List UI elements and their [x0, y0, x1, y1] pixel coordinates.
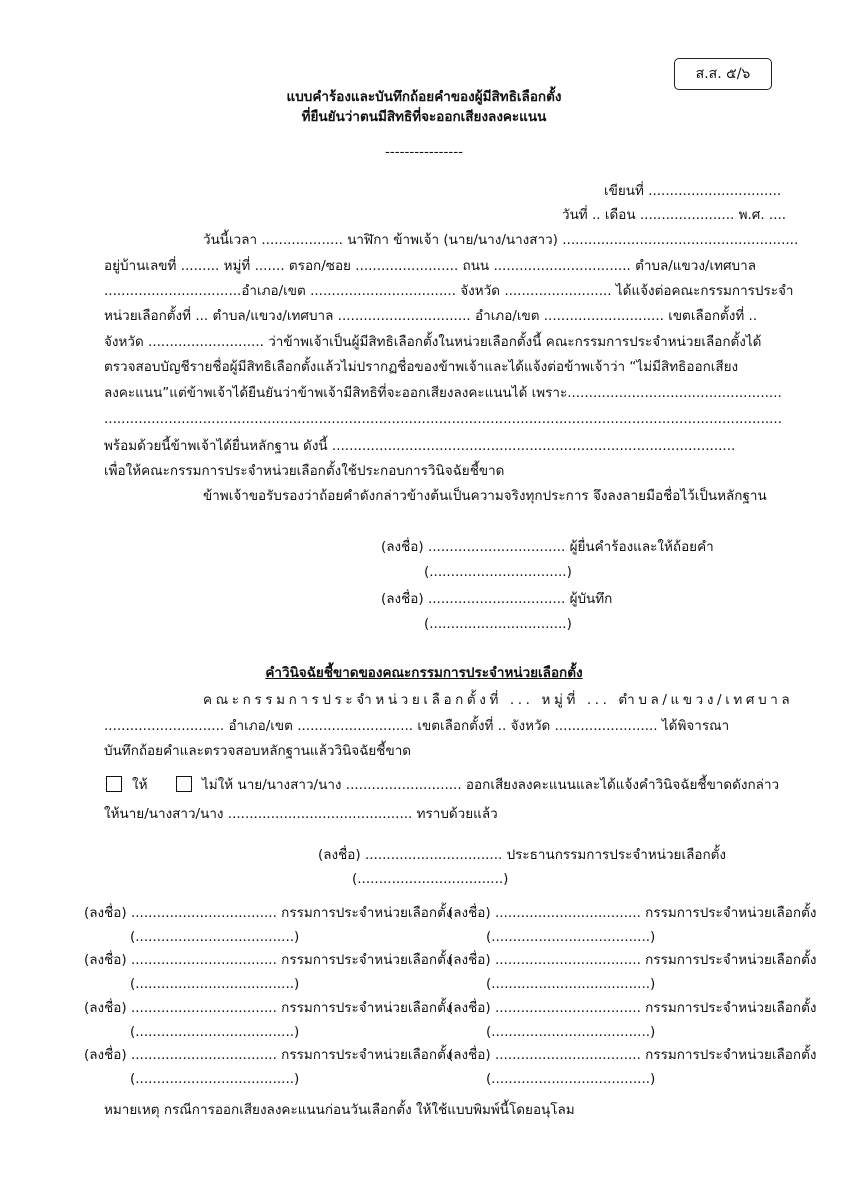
- committee-name-right: (.....................................): [486, 929, 656, 945]
- ruling-line: ............................ อำเภอ/เขต ........................... เขตเลือกตั้งที่ .. จังหวัด ........................ ได้พิจารณา: [104, 718, 730, 734]
- committee-name-left: (.....................................): [130, 929, 300, 945]
- form-code-box: ส.ส. ๕/๖: [674, 58, 772, 90]
- option-allow[interactable]: [106, 776, 148, 794]
- statement-line: หน่วยเลือกตั้งที่ ... ตำบล/แขวง/เทศบาล ............................... อำเภอ/เขต ............................ เขตเลือกตั้งที่ ..: [104, 308, 758, 324]
- ruling-heading: คำวินิจฉัยชี้ขาดของคณะกรรมการประจำหน่วยเลือกตั้ง: [265, 665, 583, 681]
- chairman-name: (..................................): [352, 871, 509, 887]
- applicant-signature: (ลงชื่อ) ................................ ผู้ยื่นคำร้องและให้ถ้อยคำ: [381, 539, 714, 555]
- committee-name-right: (.....................................): [486, 1071, 656, 1087]
- committee-signature-right: (ลงชื่อ) .................................. กรรมการประจำหน่วยเลือกตั้ง: [448, 905, 817, 921]
- committee-signature-left: (ลงชื่อ) .................................. กรรมการประจำหน่วยเลือกตั้ง: [84, 1047, 453, 1063]
- option-deny[interactable]: [176, 776, 779, 794]
- statement-line: อยู่บ้านเลขที่ ......... หมู่ที่ ....... ตรอก/ซอย ........................ ถนน ................................ ตำบล/แขวง/เทศบาล: [104, 258, 756, 274]
- statement-line: ..............................................................................................................................................................: [104, 411, 783, 427]
- deny-label: ไม่ให้ นาย/นางสาว/นาง ........................... ออกเสียงลงคะแนนและได้แจ้งคำวินิจฉัยชี้ขาดดังกล่าว: [202, 777, 780, 793]
- ruling-line: คณะกรรมการประจำหน่วยเลือกตั้งที่ ... หมู่ที่ ... ตำบล/แขวง/เทศบาล: [203, 692, 794, 708]
- committee-name-left: (.....................................): [130, 1024, 300, 1040]
- date-line: วันที่ .. เดือน ...................... พ.ศ. ....: [562, 207, 787, 223]
- ruling-line: ให้นาย/นางสาว/นาง ........................................... ทราบด้วยแล้ว: [104, 806, 498, 822]
- recorder-name: (................................): [424, 616, 572, 632]
- footnote: หมายเหตุ กรณีการออกเสียงลงคะแนนก่อนวันเลือกตั้ง ให้ใช้แบบพิมพ์นี้โดยอนุโลม: [104, 1102, 575, 1118]
- deny-checkbox[interactable]: [176, 776, 192, 792]
- statement-line: จังหวัด ........................... ว่าข้าพเจ้าเป็นผู้มีสิทธิเลือกตั้งในหน่วยเลือกตั้งนี้ คณะกรรมการประจำหน่วยเลือกตั้งได้: [104, 334, 762, 350]
- form-title-line1: แบบคำร้องและบันทึกถ้อยคำของผู้มีสิทธิเลือกตั้ง: [286, 89, 562, 105]
- applicant-name: (................................): [424, 564, 572, 580]
- statement-line: ตรวจสอบบัญชีรายชื่อผู้มีสิทธิเลือกตั้งแล้วไม่ปรากฏชื่อของข้าพเจ้าและได้แจ้งต่อข้าพเจ้าว่า “ไม่มีสิทธิออกเสียง: [104, 359, 739, 375]
- committee-name-right: (.....................................): [486, 976, 656, 992]
- committee-signature-right: (ลงชื่อ) .................................. กรรมการประจำหน่วยเลือกตั้ง: [448, 1047, 817, 1063]
- statement-line: เพื่อให้คณะกรรมการประจำหน่วยเลือกตั้งใช้ประกอบการวินิจฉัยชี้ขาด: [104, 463, 505, 479]
- committee-name-right: (.....................................): [486, 1024, 656, 1040]
- statement-line: วันนี้เวลา ................... นาฬิกา ข้าพเจ้า (นาย/นาง/นางสาว) .......................................................: [203, 232, 799, 248]
- ruling-line: บันทึกถ้อยคำและตรวจสอบหลักฐานแล้ววินิจฉัยชี้ขาด: [104, 743, 412, 759]
- committee-signature-left: (ลงชื่อ) .................................. กรรมการประจำหน่วยเลือกตั้ง: [84, 905, 453, 921]
- committee-name-left: (.....................................): [130, 976, 300, 992]
- certify-line: ข้าพเจ้าขอรับรองว่าถ้อยคำดังกล่าวข้างต้นเป็นความจริงทุกประการ จึงลงลายมือชื่อไว้เป็นหลักฐาน: [203, 488, 767, 504]
- written-at-line: เขียนที่ ...............................: [604, 183, 782, 199]
- committee-name-left: (.....................................): [130, 1071, 300, 1087]
- recorder-signature: (ลงชื่อ) ................................ ผู้บันทึก: [381, 591, 613, 607]
- committee-signature-right: (ลงชื่อ) .................................. กรรมการประจำหน่วยเลือกตั้ง: [448, 952, 817, 968]
- allow-checkbox[interactable]: [106, 776, 122, 792]
- statement-line: พร้อมด้วยนี้ข้าพเจ้าได้ยื่นหลักฐาน ดังนี้ ..............................................................................................: [104, 438, 736, 454]
- allow-label: ให้: [132, 777, 148, 793]
- statement-line: ลงคะแนน”แต่ข้าพเจ้าได้ยืนยันว่าข้าพเจ้ามีสิทธิที่จะออกเสียงลงคะแนนได้ เพราะ..................................................: [104, 385, 782, 401]
- committee-signature-left: (ลงชื่อ) .................................. กรรมการประจำหน่วยเลือกตั้ง: [84, 952, 453, 968]
- title-divider: ----------------: [385, 144, 463, 160]
- chairman-signature: (ลงชื่อ) ................................ ประธานกรรมการประจำหน่วยเลือกตั้ง: [318, 847, 726, 863]
- committee-signature-right: (ลงชื่อ) .................................. กรรมการประจำหน่วยเลือกตั้ง: [448, 1000, 817, 1016]
- committee-signature-left: (ลงชื่อ) .................................. กรรมการประจำหน่วยเลือกตั้ง: [84, 1000, 453, 1016]
- statement-line: ................................อำเภอ/เขต .................................. จังหวัด ......................... ได้แจ้งต่อคณะกรรมการประจำ: [104, 283, 794, 299]
- form-title-line2: ที่ยืนยันว่าตนมีสิทธิที่จะออกเสียงลงคะแนน: [301, 109, 547, 125]
